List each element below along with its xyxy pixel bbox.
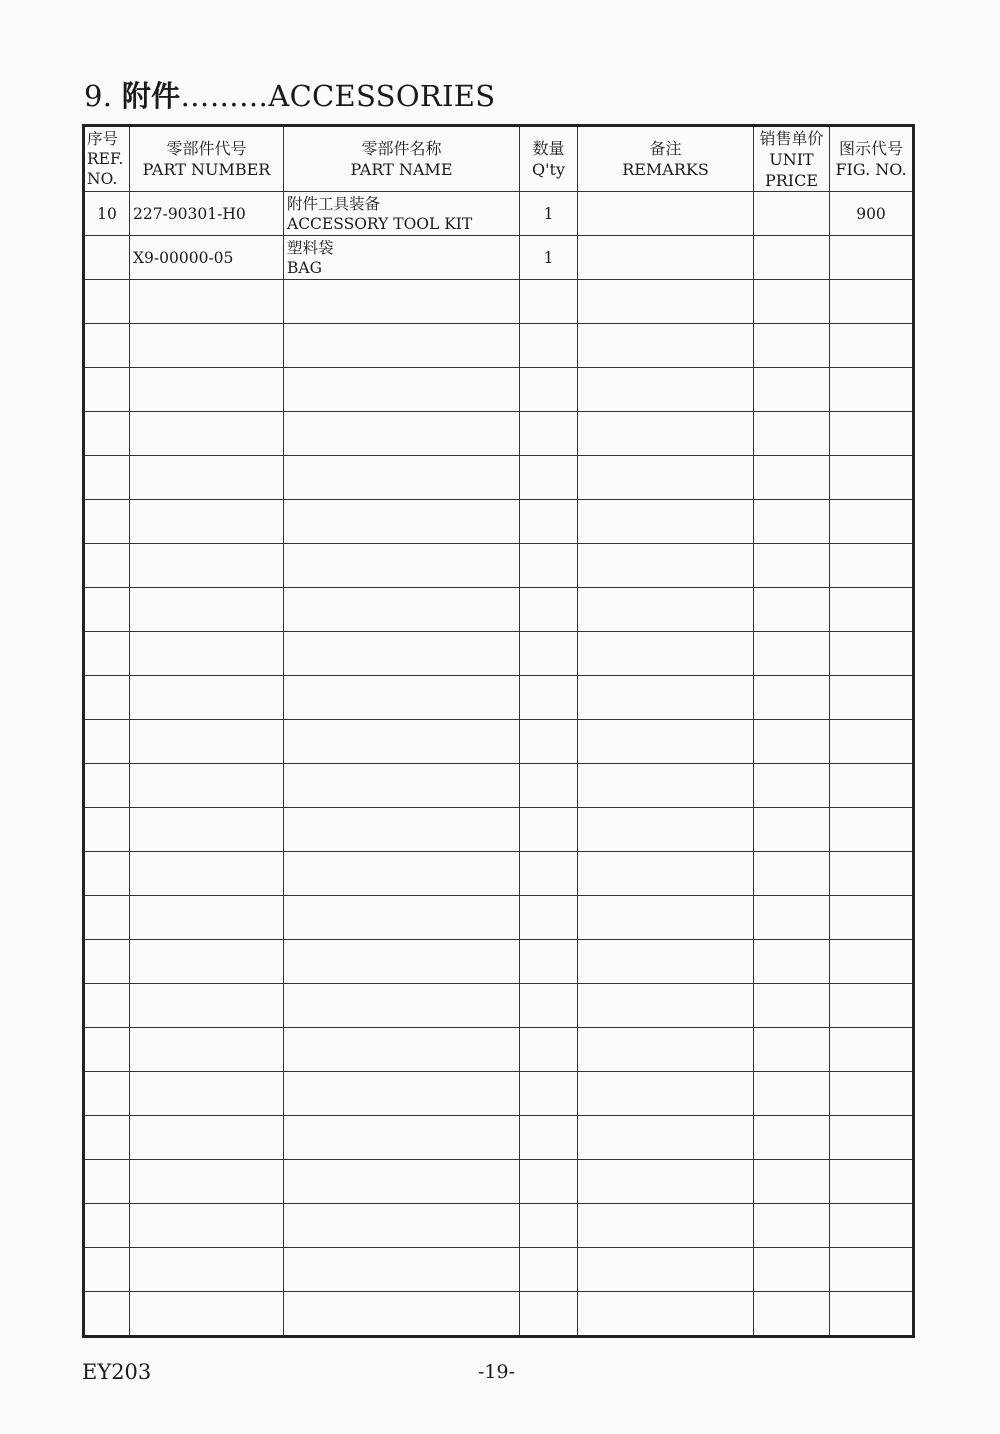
empty-table-row bbox=[84, 456, 914, 500]
cell-part-number bbox=[130, 984, 284, 1028]
empty-table-row bbox=[84, 1072, 914, 1116]
cell-ref bbox=[84, 852, 130, 896]
cell-qty bbox=[520, 984, 578, 1028]
part-name-en: BAG bbox=[287, 258, 322, 277]
cell-qty: 1 bbox=[520, 192, 578, 236]
cell-qty bbox=[520, 500, 578, 544]
footer-model: EY203 bbox=[82, 1360, 152, 1384]
cell-fig-no bbox=[830, 1072, 914, 1116]
cell-ref bbox=[84, 1248, 130, 1292]
header-fig-no-cn: 图示代号 bbox=[838, 139, 903, 158]
cell-qty bbox=[520, 456, 578, 500]
cell-qty bbox=[520, 588, 578, 632]
cell-ref bbox=[84, 1028, 130, 1072]
cell-fig-no bbox=[830, 1028, 914, 1072]
cell-part-name bbox=[284, 1028, 520, 1072]
cell-remarks bbox=[578, 632, 754, 676]
cell-remarks bbox=[578, 1204, 754, 1248]
cell-part-number: X9-00000-05 bbox=[130, 236, 284, 280]
header-part-number-en: PART NUMBER bbox=[142, 160, 271, 179]
cell-part-number bbox=[130, 764, 284, 808]
header-remarks-cn: 备注 bbox=[649, 139, 682, 158]
header-qty-en: Q'ty bbox=[532, 160, 565, 179]
cell-remarks bbox=[578, 1248, 754, 1292]
cell-remarks bbox=[578, 500, 754, 544]
cell-qty bbox=[520, 940, 578, 984]
cell-qty bbox=[520, 280, 578, 324]
cell-part-number: 227-90301-H0 bbox=[130, 192, 284, 236]
cell-ref bbox=[84, 456, 130, 500]
cell-part-number bbox=[130, 1248, 284, 1292]
cell-ref bbox=[84, 1072, 130, 1116]
cell-fig-no bbox=[830, 940, 914, 984]
cell-ref bbox=[84, 764, 130, 808]
cell-part-number bbox=[130, 808, 284, 852]
empty-table-row bbox=[84, 324, 914, 368]
cell-fig-no bbox=[830, 852, 914, 896]
cell-unit-price bbox=[754, 632, 830, 676]
empty-table-row bbox=[84, 1248, 914, 1292]
page-number: -19- bbox=[478, 1361, 516, 1383]
cell-qty bbox=[520, 1116, 578, 1160]
cell-unit-price bbox=[754, 676, 830, 720]
header-ref-no-label: NO. bbox=[87, 170, 118, 188]
cell-part-name bbox=[284, 1116, 520, 1160]
section-title-en: ACCESSORIES bbox=[268, 79, 496, 113]
empty-table-row bbox=[84, 1160, 914, 1204]
cell-fig-no bbox=[830, 676, 914, 720]
cell-qty bbox=[520, 412, 578, 456]
header-remarks-en: REMARKS bbox=[622, 160, 709, 179]
cell-fig-no bbox=[830, 280, 914, 324]
cell-ref bbox=[84, 412, 130, 456]
cell-fig-no bbox=[830, 764, 914, 808]
cell-part-name bbox=[284, 324, 520, 368]
cell-fig-no bbox=[830, 1204, 914, 1248]
cell-remarks bbox=[578, 1028, 754, 1072]
cell-part-number bbox=[130, 940, 284, 984]
cell-part-number bbox=[130, 544, 284, 588]
cell-part-name bbox=[284, 192, 520, 236]
cell-fig-no bbox=[830, 1248, 914, 1292]
cell-remarks bbox=[578, 1072, 754, 1116]
cell-unit-price bbox=[754, 588, 830, 632]
cell-ref bbox=[84, 1160, 130, 1204]
cell-remarks bbox=[578, 456, 754, 500]
header-qty-cn: 数量 bbox=[532, 139, 565, 158]
cell-ref bbox=[84, 1292, 130, 1337]
cell-remarks bbox=[578, 324, 754, 368]
cell-fig-no bbox=[830, 1116, 914, 1160]
cell-qty bbox=[520, 720, 578, 764]
cell-qty bbox=[520, 764, 578, 808]
cell-part-name bbox=[284, 896, 520, 940]
cell-part-name bbox=[284, 1248, 520, 1292]
cell-part-number bbox=[130, 852, 284, 896]
header-part-number bbox=[130, 126, 284, 192]
cell-remarks bbox=[578, 852, 754, 896]
cell-remarks bbox=[578, 896, 754, 940]
cell-part-number bbox=[130, 1028, 284, 1072]
cell-qty bbox=[520, 1204, 578, 1248]
cell-remarks bbox=[578, 412, 754, 456]
header-part-name-en: PART NAME bbox=[350, 160, 453, 179]
empty-table-row bbox=[84, 544, 914, 588]
cell-ref bbox=[84, 236, 130, 280]
cell-qty bbox=[520, 324, 578, 368]
header-part-name bbox=[284, 126, 520, 192]
cell-ref bbox=[84, 368, 130, 412]
cell-qty bbox=[520, 632, 578, 676]
header-part-number-cn: 零部件代号 bbox=[166, 139, 247, 158]
cell-ref bbox=[84, 1116, 130, 1160]
header-remarks bbox=[578, 126, 754, 192]
cell-remarks bbox=[578, 1116, 754, 1160]
cell-unit-price bbox=[754, 500, 830, 544]
cell-part-name bbox=[284, 1160, 520, 1204]
cell-remarks bbox=[578, 1160, 754, 1204]
cell-unit-price bbox=[754, 984, 830, 1028]
empty-table-row bbox=[84, 896, 914, 940]
cell-ref bbox=[84, 940, 130, 984]
empty-table-row bbox=[84, 412, 914, 456]
cell-unit-price bbox=[754, 1072, 830, 1116]
cell-part-name bbox=[284, 1204, 520, 1248]
cell-qty bbox=[520, 1072, 578, 1116]
cell-qty: 1 bbox=[520, 236, 578, 280]
cell-fig-no bbox=[830, 984, 914, 1028]
cell-remarks bbox=[578, 940, 754, 984]
section-title bbox=[84, 74, 495, 115]
cell-fig-no bbox=[830, 236, 914, 280]
cell-fig-no bbox=[830, 632, 914, 676]
cell-qty bbox=[520, 1028, 578, 1072]
cell-fig-no bbox=[830, 720, 914, 764]
cell-part-number bbox=[130, 1204, 284, 1248]
cell-ref bbox=[84, 544, 130, 588]
cell-fig-no bbox=[830, 412, 914, 456]
cell-ref bbox=[84, 324, 130, 368]
cell-part-number bbox=[130, 632, 284, 676]
empty-table-row bbox=[84, 764, 914, 808]
cell-fig-no bbox=[830, 896, 914, 940]
empty-table-row bbox=[84, 808, 914, 852]
cell-ref bbox=[84, 588, 130, 632]
cell-unit-price bbox=[754, 1248, 830, 1292]
cell-remarks bbox=[578, 236, 754, 280]
cell-qty bbox=[520, 1292, 578, 1337]
cell-part-number bbox=[130, 280, 284, 324]
cell-remarks bbox=[578, 588, 754, 632]
empty-table-row bbox=[84, 940, 914, 984]
cell-unit-price bbox=[754, 1160, 830, 1204]
empty-table-row bbox=[84, 1292, 914, 1337]
table-row bbox=[84, 236, 914, 280]
cell-part-name bbox=[284, 280, 520, 324]
cell-unit-price bbox=[754, 1116, 830, 1160]
header-unit-price-en: UNIT bbox=[769, 149, 814, 169]
cell-unit-price bbox=[754, 764, 830, 808]
header-ref-en: REF. bbox=[87, 150, 124, 168]
cell-unit-price bbox=[754, 412, 830, 456]
cell-part-number bbox=[130, 456, 284, 500]
cell-unit-price bbox=[754, 192, 830, 236]
cell-part-number bbox=[130, 896, 284, 940]
empty-table-row bbox=[84, 1204, 914, 1248]
cell-part-name bbox=[284, 456, 520, 500]
header-unit-price-cn: 销售单价 bbox=[759, 128, 824, 148]
cell-fig-no bbox=[830, 808, 914, 852]
cell-part-number bbox=[130, 1072, 284, 1116]
cell-part-name bbox=[284, 632, 520, 676]
cell-part-name bbox=[284, 1072, 520, 1116]
cell-remarks bbox=[578, 808, 754, 852]
cell-qty bbox=[520, 852, 578, 896]
empty-table-row bbox=[84, 500, 914, 544]
cell-unit-price bbox=[754, 544, 830, 588]
cell-qty bbox=[520, 896, 578, 940]
cell-fig-no bbox=[830, 1292, 914, 1337]
header-unit-price-en2: PRICE bbox=[764, 170, 819, 190]
cell-unit-price bbox=[754, 324, 830, 368]
cell-part-name bbox=[284, 1292, 520, 1337]
cell-ref bbox=[84, 500, 130, 544]
cell-ref bbox=[84, 676, 130, 720]
cell-fig-no bbox=[830, 324, 914, 368]
header-fig-no bbox=[830, 126, 914, 192]
cell-part-name bbox=[284, 236, 520, 280]
cell-part-number bbox=[130, 588, 284, 632]
cell-unit-price bbox=[754, 720, 830, 764]
cell-part-number bbox=[130, 720, 284, 764]
empty-table-row bbox=[84, 676, 914, 720]
cell-part-number bbox=[130, 1160, 284, 1204]
cell-fig-no bbox=[830, 588, 914, 632]
cell-unit-price bbox=[754, 368, 830, 412]
cell-qty bbox=[520, 1160, 578, 1204]
empty-table-row bbox=[84, 852, 914, 896]
cell-qty bbox=[520, 544, 578, 588]
empty-table-row bbox=[84, 632, 914, 676]
cell-remarks bbox=[578, 984, 754, 1028]
cell-part-number bbox=[130, 676, 284, 720]
cell-remarks bbox=[578, 1292, 754, 1337]
cell-remarks bbox=[578, 192, 754, 236]
header-part-name-cn: 零部件名称 bbox=[361, 139, 442, 158]
cell-unit-price bbox=[754, 940, 830, 984]
empty-table-row bbox=[84, 720, 914, 764]
cell-qty bbox=[520, 808, 578, 852]
cell-unit-price bbox=[754, 852, 830, 896]
cell-ref bbox=[84, 720, 130, 764]
table-row bbox=[84, 192, 914, 236]
cell-remarks bbox=[578, 544, 754, 588]
empty-table-row bbox=[84, 984, 914, 1028]
empty-table-row bbox=[84, 280, 914, 324]
cell-unit-price bbox=[754, 1028, 830, 1072]
empty-table-row bbox=[84, 1116, 914, 1160]
cell-fig-no bbox=[830, 500, 914, 544]
cell-part-number bbox=[130, 500, 284, 544]
cell-ref bbox=[84, 632, 130, 676]
cell-part-name bbox=[284, 588, 520, 632]
cell-part-number bbox=[130, 324, 284, 368]
cell-ref bbox=[84, 1204, 130, 1248]
cell-unit-price bbox=[754, 808, 830, 852]
empty-table-row bbox=[84, 368, 914, 412]
cell-qty bbox=[520, 1248, 578, 1292]
header-qty bbox=[520, 126, 578, 192]
cell-part-name bbox=[284, 764, 520, 808]
cell-unit-price bbox=[754, 236, 830, 280]
cell-remarks bbox=[578, 280, 754, 324]
cell-ref bbox=[84, 808, 130, 852]
cell-ref bbox=[84, 984, 130, 1028]
cell-fig-no bbox=[830, 1160, 914, 1204]
cell-remarks bbox=[578, 368, 754, 412]
cell-part-name bbox=[284, 984, 520, 1028]
cell-qty bbox=[520, 676, 578, 720]
cell-part-name bbox=[284, 940, 520, 984]
header-ref-no bbox=[84, 126, 130, 192]
cell-ref bbox=[84, 896, 130, 940]
cell-ref: 10 bbox=[84, 192, 130, 236]
cell-fig-no bbox=[830, 544, 914, 588]
cell-part-name bbox=[284, 676, 520, 720]
cell-qty bbox=[520, 368, 578, 412]
cell-unit-price bbox=[754, 1204, 830, 1248]
cell-part-name bbox=[284, 720, 520, 764]
cell-part-name bbox=[284, 808, 520, 852]
cell-part-number bbox=[130, 1116, 284, 1160]
part-name-cn: 塑料袋 bbox=[287, 238, 334, 257]
section-title-dots: ……… bbox=[180, 79, 269, 113]
cell-part-number bbox=[130, 412, 284, 456]
cell-part-number bbox=[130, 1292, 284, 1337]
cell-fig-no: 900 bbox=[830, 192, 914, 236]
part-name-en: ACCESSORY TOOL KIT bbox=[287, 214, 473, 233]
empty-table-row bbox=[84, 1028, 914, 1072]
cell-part-name bbox=[284, 368, 520, 412]
cell-ref bbox=[84, 280, 130, 324]
header-ref-cn: 序号 bbox=[87, 130, 119, 148]
part-name-cn: 附件工具装备 bbox=[287, 194, 381, 213]
cell-part-name bbox=[284, 500, 520, 544]
empty-table-row bbox=[84, 588, 914, 632]
section-title-cn: 附件 bbox=[121, 79, 181, 113]
cell-fig-no bbox=[830, 456, 914, 500]
cell-unit-price bbox=[754, 896, 830, 940]
header-fig-no-en: FIG. NO. bbox=[835, 160, 907, 179]
cell-remarks bbox=[578, 720, 754, 764]
table-header-row bbox=[84, 126, 914, 192]
cell-part-name bbox=[284, 852, 520, 896]
cell-remarks bbox=[578, 764, 754, 808]
section-number: 9. bbox=[84, 79, 113, 113]
cell-unit-price bbox=[754, 1292, 830, 1337]
cell-part-number bbox=[130, 368, 284, 412]
cell-remarks bbox=[578, 676, 754, 720]
cell-unit-price bbox=[754, 280, 830, 324]
cell-part-name bbox=[284, 412, 520, 456]
header-unit-price bbox=[754, 126, 830, 192]
cell-fig-no bbox=[830, 368, 914, 412]
parts-table bbox=[82, 124, 915, 1338]
cell-part-name bbox=[284, 544, 520, 588]
cell-unit-price bbox=[754, 456, 830, 500]
